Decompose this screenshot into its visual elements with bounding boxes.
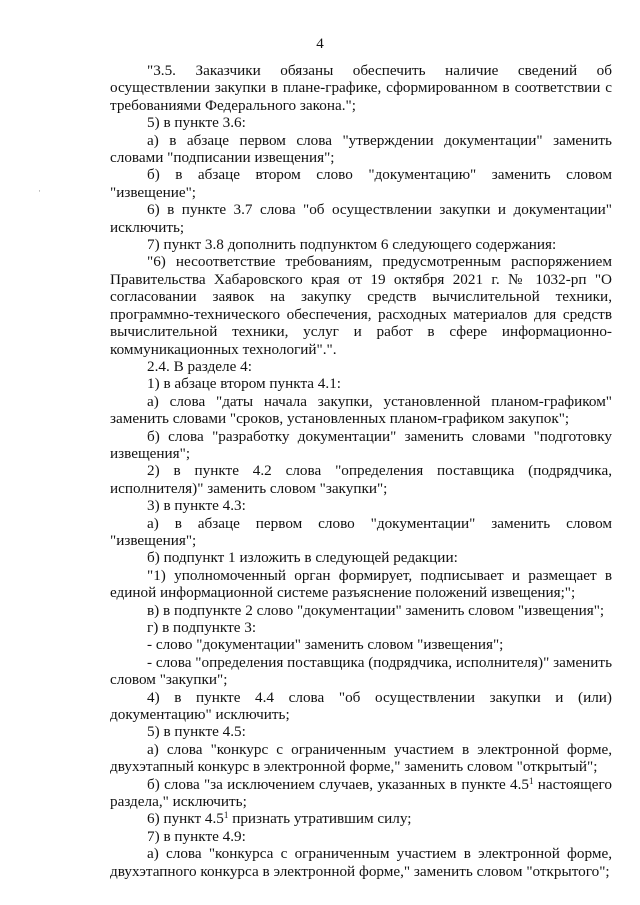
paragraph <box>110 253 612 357</box>
paragraph-text: б) подпункт 1 изложить в следующей редакции: <box>147 549 458 567</box>
paragraph <box>110 114 612 131</box>
paragraph-text: настоящего раздела," исключить; <box>110 775 612 811</box>
paragraph <box>110 497 612 514</box>
paragraph <box>110 567 612 602</box>
paragraph <box>110 845 612 880</box>
superscript: 1 <box>223 810 229 821</box>
paragraph <box>110 358 612 375</box>
paragraph-text: "3.5. Заказчики обязаны обеспечить наличие сведений об осуществлении закупки в плане-графике, сформированном в соответствии с требованиями Федерального закона."; <box>110 62 612 114</box>
paragraph <box>110 201 612 236</box>
paragraph-text: г) в подпункте 3: <box>147 619 257 636</box>
paragraph-text: 2) в пункте 4.2 слова "определения поставщика (подрядчика, исполнителя)" заменить словом "закупки"; <box>110 462 612 497</box>
paragraph-text: 2.4. В разделе 4: <box>147 357 252 375</box>
paragraph-text: 5) в пункте 3.6: <box>147 114 246 132</box>
paragraph-text: а) слова "даты начала закупки, установленной планом-графиком" заменить словами "сроков, установленных планом-графиком закупок"; <box>110 392 612 428</box>
margin-mark: · <box>38 186 41 196</box>
paragraph <box>110 375 612 392</box>
paragraph-text: "6) несоответствие требованиям, предусмотренным распоряжением Правительства Хабаровского края от 19 октября 2021 г. № 1032-рп "О согласовании заявок на закупку средств вычислительной техники, программно-технического обеспечения, расходных материалов для средств вычислительной техники, услуг и работ в сфере информационно-коммуникационных технологий".". <box>110 253 612 358</box>
paragraph-text: а) в абзаце первом слово "документации" заменить словом "извещения"; <box>110 514 612 549</box>
paragraph <box>110 62 612 114</box>
paragraph <box>110 236 612 253</box>
paragraph <box>110 515 612 550</box>
paragraph <box>110 810 612 827</box>
paragraph-text: 7) в пункте 4.9: <box>147 827 246 845</box>
paragraph-text: 4) в пункте 4.4 слова "об осуществлении закупки и (или) документацию" исключить; <box>110 688 612 724</box>
paragraph-text: б) слова "разработку документации" заменить словами "подготовку извещения"; <box>110 427 612 462</box>
paragraph <box>110 393 612 428</box>
paragraph <box>110 166 612 201</box>
paragraph <box>110 689 612 724</box>
paragraph-text: а) слова "конкурса с ограниченным участием в электронной форме, двухэтапного конкурса в электронной форме," заменить словом "открытого"; <box>110 845 612 880</box>
paragraph-text: 6) пункт 4.5 <box>147 810 224 828</box>
paragraph-text: 3) в пункте 4.3: <box>147 497 246 515</box>
paragraph <box>110 619 612 636</box>
document-body <box>110 62 612 880</box>
paragraph <box>110 828 612 845</box>
paragraph <box>110 776 612 811</box>
paragraph-text: 7) пункт 3.8 дополнить подпунктом 6 следующего содержания: <box>147 236 557 254</box>
paragraph <box>110 428 612 463</box>
paragraph-text: б) слова "за исключением случаев, указанных в пункте 4.5 <box>147 775 529 793</box>
paragraph-text: 1) в абзаце втором пункта 4.1: <box>147 375 342 393</box>
paragraph-text: - слово "документации" заменить словом "извещения"; <box>147 636 504 654</box>
paragraph-text: "1) уполномоченный орган формирует, подписывает и размещает в единой информационной системе разъяснение положений извещения;"; <box>110 566 612 602</box>
paragraph-text: б) в абзаце втором слово "документацию" заменить словом "извещение"; <box>110 166 612 201</box>
paragraph <box>110 549 612 566</box>
page-number: 4 <box>316 36 324 52</box>
paragraph <box>110 462 612 497</box>
paragraph-text: - слова "определения поставщика (подрядчика, исполнителя)" заменить словом "закупки"; <box>110 653 612 689</box>
paragraph <box>110 636 612 653</box>
paragraph <box>110 741 612 776</box>
paragraph <box>110 654 612 689</box>
paragraph-text: а) слова "конкурс с ограниченным участием в электронной форме, двухэтапный конкурс в электронной форме," заменить словом "открытый"; <box>110 740 612 776</box>
superscript: 1 <box>529 775 534 786</box>
paragraph-text: 6) в пункте 3.7 слова "об осуществлении закупки и документации" исключить; <box>110 201 612 236</box>
paragraph-text: а) в абзаце первом слова "утверждении документации" заменить словами "подписании извещения"; <box>110 131 612 167</box>
paragraph <box>110 723 612 740</box>
paragraph-text: 5) в пункте 4.5: <box>147 723 246 741</box>
paragraph-text: в) в подпункте 2 слово "документации" заменить словом "извещения"; <box>147 601 605 619</box>
paragraph-text: признать утратившим силу; <box>228 810 412 828</box>
paragraph <box>110 132 612 167</box>
paragraph <box>110 602 612 619</box>
